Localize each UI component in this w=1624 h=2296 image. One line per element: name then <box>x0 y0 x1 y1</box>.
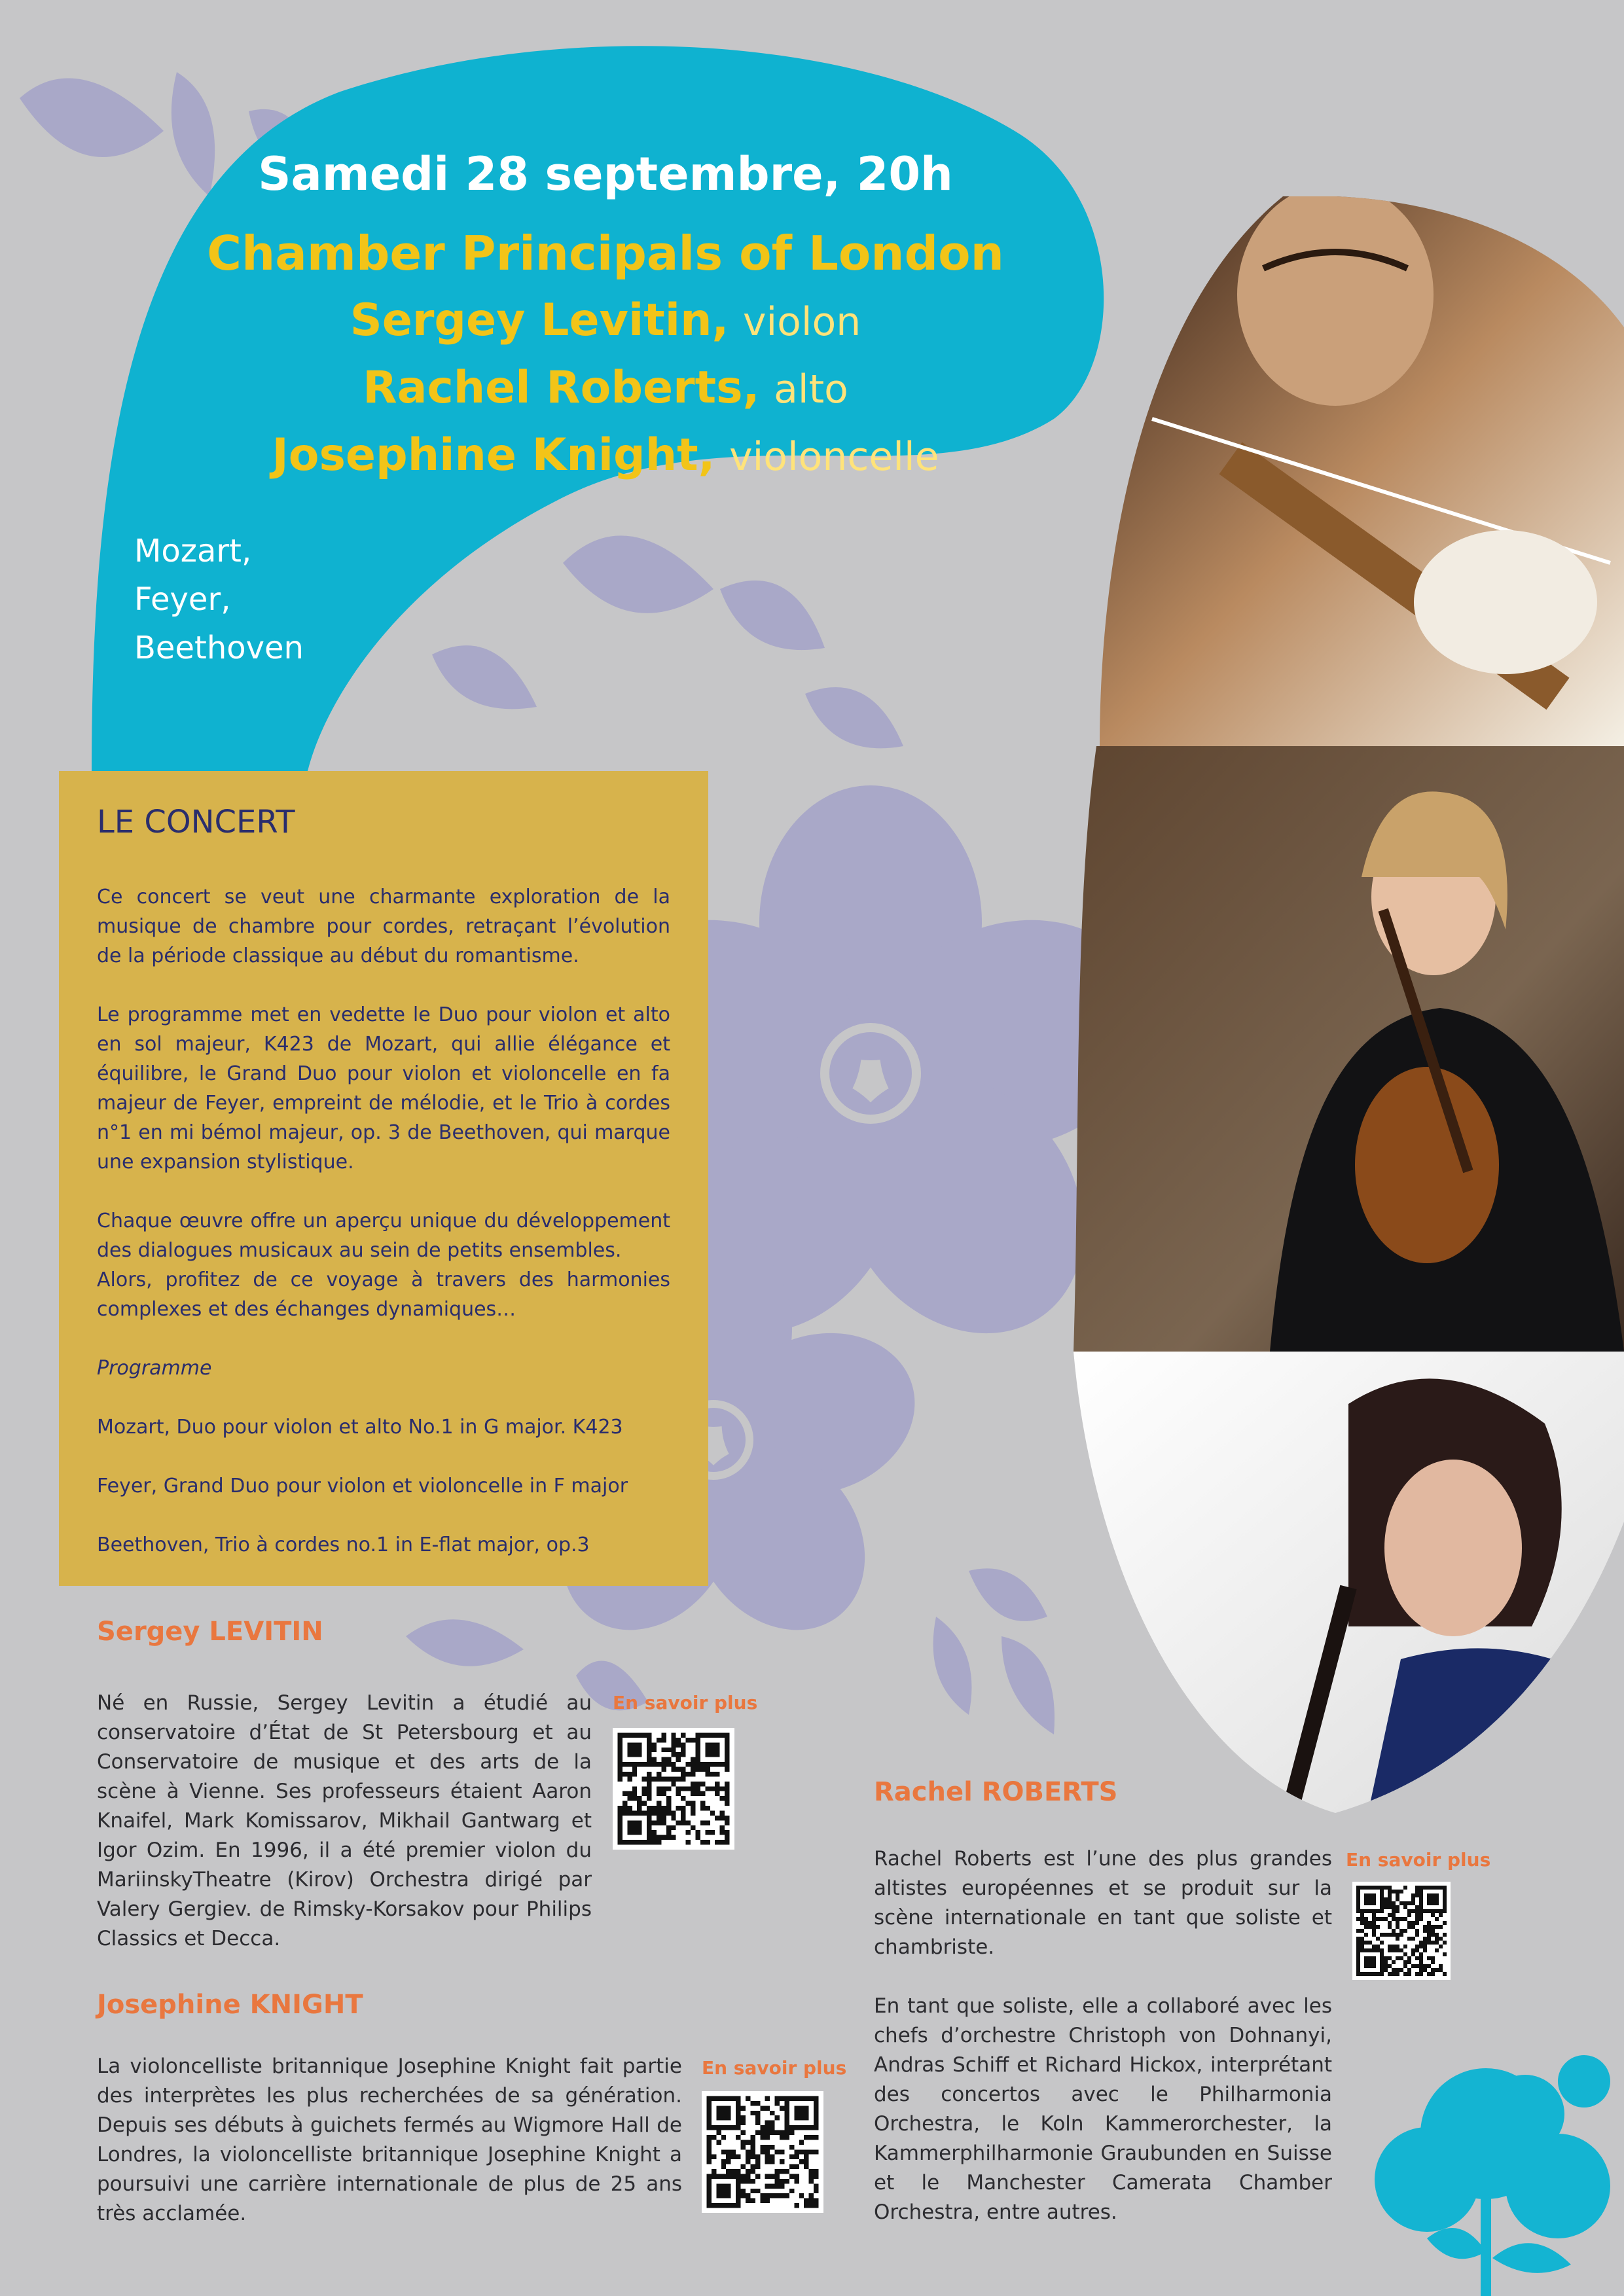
bio-paragraph: En tant que soliste, elle a collaboré avec les chefs d’orchestre Christoph von Dohnanyi, Andras Schiff et Richard Hickox, interprétant des concertos avec le Philharmonia Orchestra, le Koln Kammerorchester, la Kammerphilharmonie Graubunden en Suisse et le Manchester Camerata Chamber Orchestra, entre autres. <box>874 1994 1332 2224</box>
bio-paragraph: Rachel Roberts est l’une des plus grandes altistes européennes et se produit sur la scène internationale en tant que soliste et chambriste. <box>874 1847 1332 1959</box>
artist-name: Sergey Levitin, <box>350 295 729 346</box>
artist-instrument: alto <box>774 367 848 412</box>
program-item: Mozart, Duo pour violon et alto No.1 in G major. K423 <box>97 1416 623 1439</box>
leaf-shape <box>406 1619 524 1666</box>
musician-bio-roberts <box>874 1844 1332 2257</box>
leaf-shape <box>20 79 164 157</box>
bio-paragraph: Né en Russie, Sergey Levitin a étudié au conservatoire d’État de St Petersbourg et au Conservatoire de musique et des arts de la scène à Vienne. Ses professeurs étaient Aaron Knaifel, Mark Komissarov, Mikhail Gantwarg et Igor Ozim. En 1996, il a été premier violon du MariinskyTheatre (Kirov) Orchestra dirigé par Valery Gergiev. de Rimsky-Korsakov pour Philips Classics et Decca. <box>97 1691 592 1950</box>
musician-bio-levitin <box>97 1689 592 1983</box>
musician-bio-knight <box>97 2052 682 2258</box>
learn-more-link-levitin[interactable]: En savoir plus <box>613 1692 758 1713</box>
musician-name-levitin: Sergey LEVITIN <box>97 1617 323 1647</box>
qr-code-knight[interactable] <box>702 2091 823 2213</box>
learn-more-link-roberts[interactable]: En savoir plus <box>1346 1849 1491 1871</box>
artist-instrument: violoncelle <box>729 434 939 480</box>
leaf-shape <box>432 645 537 709</box>
concert-paragraph: Ce concert se veut une charmante exploration de la musique de chambre pour cordes, retraçant l’évolution de la période classique au début du romantisme. <box>97 886 670 967</box>
concert-info-box <box>59 771 708 1586</box>
musician-name-knight: Josephine KNIGHT <box>97 1990 363 2020</box>
program-label: Programme <box>97 1357 212 1380</box>
leaf-shape <box>933 1617 972 1715</box>
leaf-shape <box>969 1568 1047 1621</box>
composer-list <box>134 527 304 672</box>
program-item: Feyer, Grand Duo pour violon et violoncelle in F major <box>97 1475 628 1498</box>
concert-paragraph: Le programme met en vedette le Duo pour violon et alto en sol majeur, K423 de Mozart, qui allie élégance et équilibre, le Grand Duo pour violon et violoncelle en fa majeur de Feyer, empreint de mélodie, et le Trio à cordes n°1 en mi bémol majeur, op. 3 de Beethoven, qui marque une expansion stylistique. <box>97 1003 670 1174</box>
composer-name: Mozart, <box>134 533 252 569</box>
qr-code-levitin[interactable] <box>613 1728 734 1850</box>
artist-line <box>131 362 1080 414</box>
leaf-shape <box>805 687 903 748</box>
artist-line <box>131 429 1080 481</box>
rose-decoration <box>1375 2055 1610 2296</box>
concert-body <box>97 882 670 1589</box>
event-date: Samedi 28 septembre, 20h <box>258 147 953 201</box>
leaf-shape <box>1001 1636 1055 1734</box>
leaf-shape <box>563 535 713 613</box>
bio-paragraph: La violoncelliste britannique Josephine Knight fait partie des interprètes les plus recherchées de sa génération. Depuis ses débuts à guichets fermés au Wigmore Hall de Londres, la violoncelliste britannique Josephine Knight a poursuivi une carrière internationale de plus de 25 ans très acclamée. <box>97 2054 682 2225</box>
composer-name: Beethoven <box>134 630 304 666</box>
composer-name: Feyer, <box>134 581 231 618</box>
qr-code-roberts[interactable] <box>1352 1882 1451 1980</box>
concert-paragraph: Chaque œuvre offre un aperçu unique du développement des dialogues musicaux au sein de petits ensembles. <box>97 1210 670 1262</box>
leaf-shape <box>720 581 825 650</box>
violist-photo <box>1074 746 1624 1352</box>
cellist-photo <box>1074 1352 1624 1813</box>
program-item: Beethoven, Trio à cordes no.1 in E-flat major, op.3 <box>97 1534 590 1556</box>
learn-more-link-knight[interactable]: En savoir plus <box>702 2057 847 2079</box>
musician-name-roberts: Rachel ROBERTS <box>874 1777 1118 1807</box>
violinist-photo <box>1100 196 1624 746</box>
concert-paragraph: Alors, profitez de ce voyage à travers des harmonies complexes et des échanges dynamiques… <box>97 1268 670 1321</box>
concert-title: LE CONCERT <box>97 804 295 840</box>
artist-line <box>131 295 1080 346</box>
ensemble-name: Chamber Principals of London <box>207 226 1004 281</box>
artist-name: Rachel Roberts, <box>363 362 760 414</box>
artist-instrument: violon <box>742 299 861 345</box>
artist-name: Josephine Knight, <box>272 429 715 481</box>
